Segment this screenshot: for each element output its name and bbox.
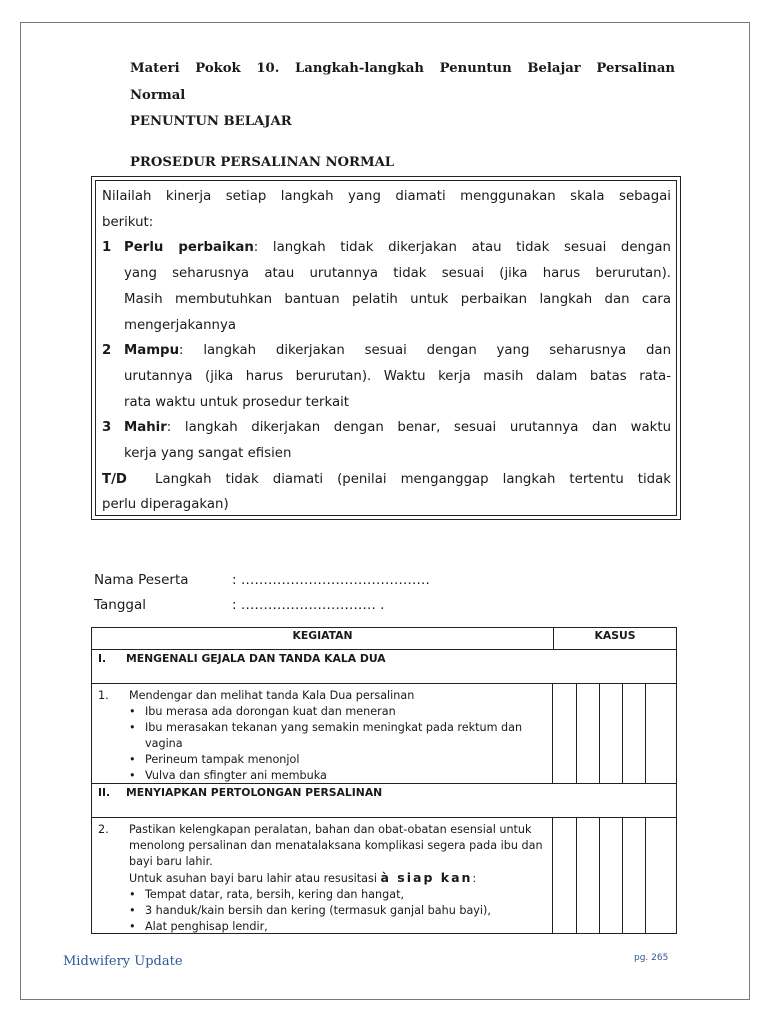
step-description [92, 818, 553, 933]
bullet-icon: • [129, 904, 136, 917]
kasus-box[interactable] [577, 818, 600, 933]
footer-title: Midwifery Update [63, 954, 183, 969]
list-item: • Alat penghisap lendir, [129, 920, 268, 933]
bullet-icon: • [129, 920, 136, 933]
kasus-box[interactable] [646, 684, 668, 783]
step-text: Mendengar dan melihat tanda Kala Dua persalinan [129, 689, 415, 702]
scale-item-td [102, 467, 671, 493]
section-number: I. [98, 652, 107, 665]
table-row [92, 818, 676, 933]
step-text: Pastikan kelengkapan peralatan, bahan dan obat-obatan esensial untuk menolong persalinan dan menatalaksana komplikasi segera pada ibu dan bayi baru lahir. [129, 823, 543, 868]
kasus-boxes [553, 818, 676, 933]
scale-item-text: mengerjakannya [124, 317, 236, 333]
page-number: pg. 265 [634, 953, 669, 963]
header-kasus: KASUS [594, 629, 636, 642]
scale-item-number: 2 [102, 343, 112, 359]
scale-intro-line2: berikut: [102, 214, 154, 230]
scale-item-number: 3 [102, 420, 112, 436]
scale-item-mahir [102, 415, 671, 466]
scale-item-term: Mahir [124, 420, 167, 436]
table-header-row [92, 628, 676, 650]
name-label: Nama Peserta [94, 572, 189, 588]
list-item: • 3 handuk/kain bersih dan kering (termasuk ganjal bahu bayi), [129, 904, 491, 917]
scale-item-text: yang seharusnya atau urutannya tidak sesuai (jika harus berurutan). [124, 266, 671, 282]
header-kegiatan: KEGIATAN [92, 628, 554, 649]
scale-item-text: : langkah dikerjakan dengan benar, sesuai urutannya dan waktu [166, 420, 671, 436]
date-value: : ………………………… . [232, 597, 385, 613]
kasus-box[interactable] [600, 684, 623, 783]
step-description [92, 684, 553, 783]
heading-penuntun-belajar: PENUNTUN BELAJAR [130, 114, 292, 129]
kasus-box[interactable] [646, 818, 668, 933]
scale-item-text: Masih membutuhkan bantuan pelatih untuk perbaikan langkah dan cara [124, 291, 671, 307]
list-item: • Tempat datar, rata, bersih, kering dan hangat, [129, 888, 405, 901]
section-title: MENYIAPKAN PERTOLONGAN PERSALINAN [126, 786, 383, 799]
scale-item-perlu-perbaikan [102, 235, 671, 338]
bullet-icon: • [129, 721, 136, 734]
scale-item-text: : langkah tidak dikerjakan atau tidak sesuai dengan [253, 240, 671, 256]
step-number: 2. [98, 823, 109, 836]
scale-td-text: Langkah tidak diamati (penilai menganggap langkah tertentu tidak [155, 471, 671, 487]
date-label: Tanggal [94, 597, 147, 613]
kasus-box[interactable] [554, 818, 577, 933]
scale-item-text: rata waktu untuk prosedur terkait [124, 394, 350, 410]
scale-item-number: 1 [102, 240, 112, 256]
scale-item-text: urutannya (jika harus berurutan). Waktu kerja masih dalam batas rata- [124, 368, 671, 384]
kasus-boxes [553, 684, 676, 783]
heading-materi-pokok: Materi Pokok 10. Langkah-langkah Penuntun Belajar Persalinan [130, 61, 675, 76]
kegiatan-table [91, 627, 677, 934]
section-title: MENGENALI GEJALA DAN TANDA KALA DUA [126, 652, 386, 665]
rating-scale-inner [95, 180, 677, 516]
bullet-icon: • [129, 705, 136, 718]
name-value: : …………………………………… [232, 572, 430, 588]
scale-item-term: Mampu [124, 343, 180, 359]
kasus-box[interactable] [623, 684, 646, 783]
scale-intro-line1: Nilailah kinerja setiap langkah yang diamati menggunakan skala sebagai [102, 189, 671, 204]
siapkan-word: à siap kan [380, 870, 473, 885]
list-item: • Vulva dan sfingter ani membuka [129, 769, 327, 782]
section-row [92, 650, 676, 684]
section-row [92, 784, 676, 818]
kasus-box[interactable] [554, 684, 577, 783]
scale-item-term: Perlu perbaikan [124, 240, 254, 256]
scale-td-term: T/D [102, 471, 127, 487]
kasus-box[interactable] [577, 684, 600, 783]
table-row [92, 684, 676, 784]
heading-prosedur: PROSEDUR PERSALINAN NORMAL [130, 155, 395, 170]
list-item: • Perineum tampak menonjol [129, 753, 300, 766]
scale-td-text-line2: perlu diperagakan) [102, 497, 229, 513]
bullet-icon: • [129, 769, 136, 782]
heading-normal: Normal [130, 88, 186, 103]
bullet-icon: • [129, 753, 136, 766]
rating-scale-box [91, 176, 681, 520]
section-number: II. [98, 786, 111, 799]
list-item: • Ibu merasakan tekanan yang semakin meningkat pada rektum dan vagina [129, 721, 523, 750]
kasus-box[interactable] [623, 818, 646, 933]
bullet-icon: • [129, 888, 136, 901]
step-number: 1. [98, 689, 109, 702]
scale-item-text: kerja yang sangat efisien [124, 446, 292, 462]
step-text-2: Untuk asuhan bayi baru lahir atau resusitasi à siap kan: [129, 870, 477, 885]
kasus-box[interactable] [600, 818, 623, 933]
scale-item-mampu [102, 338, 671, 415]
list-item: • Ibu merasa ada dorongan kuat dan meneran [129, 705, 396, 718]
scale-item-text: : langkah dikerjakan sesuai dengan yang seharusnya dan [179, 343, 671, 359]
